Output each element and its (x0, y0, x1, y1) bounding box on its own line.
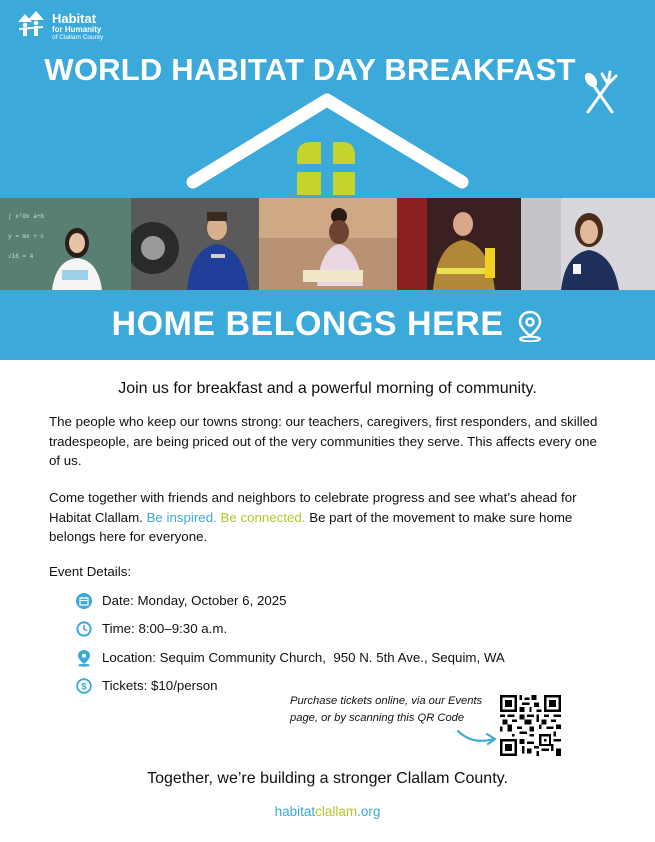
event-location-text: Location: Sequim Community Church, 950 N. 5th Ave., Sequim, WA (102, 650, 505, 665)
logo-subline: for Humanity (52, 25, 102, 34)
event-details-label: Event Details: (49, 564, 132, 579)
fork-spoon-icon (580, 68, 624, 116)
house-roof-graphic (185, 90, 470, 195)
svg-text:√16 = 4: √16 = 4 (8, 253, 34, 260)
hero-banner (0, 0, 655, 360)
svg-text:$: $ (81, 681, 87, 693)
location-pin-icon (76, 649, 92, 667)
svg-text:y = mx + c: y = mx + c (8, 233, 45, 240)
event-date-text: Date: Monday, October 6, 2025 (102, 593, 287, 608)
svg-text:∫ x²dx a+b: ∫ x²dx a+b (8, 213, 45, 220)
habitat-logo-icon (14, 8, 48, 38)
body-paragraph-1: The people who keep our towns strong: our teachers, caregivers, first responders, and skilled tradespeople, are being priced out of the very communities they serve. This affects every one of us. (49, 414, 598, 468)
event-time-text: Time: 8:00–9:30 a.m. (102, 621, 228, 636)
be-connected-text: Be connected. (220, 509, 306, 525)
photo-student (259, 198, 397, 290)
photo-nurse (521, 198, 655, 290)
closing-line: Together, we’re building a stronger Clallam County. (147, 770, 508, 787)
tagline (0, 304, 655, 344)
be-inspired-text: Be inspired. (146, 509, 217, 525)
habitat-logo[interactable] (14, 8, 134, 44)
paragraph-2-lead: Come together with friends and neighbors to celebrate progress and see what’s ahead for Habitat Clallam. (49, 490, 577, 525)
website-link[interactable] (0, 804, 655, 819)
purchase-note: Purchase tickets online, via our Events page, or by scanning this QR Code (290, 695, 483, 724)
logo-name: Habitat (52, 11, 97, 26)
qr-code[interactable] (500, 695, 561, 756)
website-part-1: habitat (274, 804, 316, 819)
calendar-icon (76, 593, 92, 609)
photo-strip (0, 198, 655, 290)
photo-mechanic (131, 198, 259, 290)
event-tickets-text: Tickets: $10/person (102, 678, 218, 693)
photo-teacher (0, 198, 131, 290)
clock-icon (76, 621, 92, 637)
intro-line: Join us for breakfast and a powerful morning of community. (118, 380, 537, 397)
location-pin-icon (517, 310, 543, 342)
tagline-text: HOME BELONGS HERE (111, 305, 504, 343)
curved-arrow-icon (456, 725, 500, 747)
body-paragraph-2 (49, 488, 609, 547)
photo-firefighter (397, 198, 521, 290)
website-part-3: .org (357, 804, 381, 819)
dollar-icon (76, 678, 92, 694)
paragraph-2-tail: Be part of the movement to make sure home belongs here for everyone. (49, 509, 573, 544)
logo-chapter: of Clallam County (52, 34, 104, 41)
event-title: WORLD HABITAT DAY BREAKFAST (44, 52, 576, 87)
website-part-2: clallam (315, 804, 358, 819)
